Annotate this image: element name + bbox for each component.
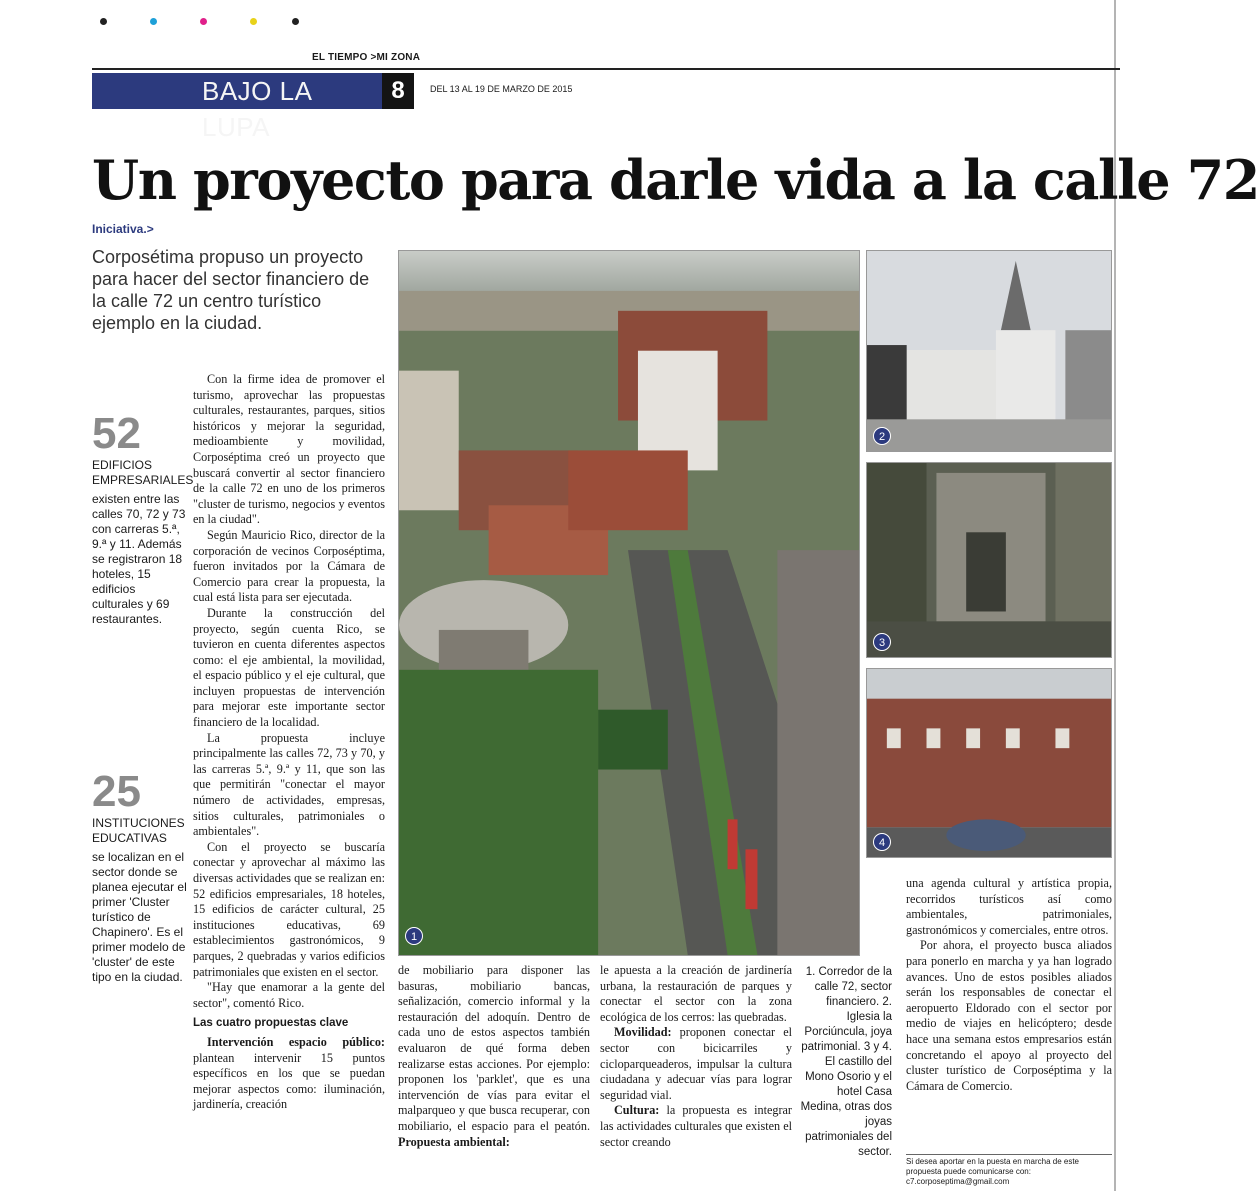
body-paragraph: Según Mauricio Rico, director de la corporación de vecinos Corposéptima, fueron invitados por la Cámara de Comercio para crear la propuesta, la cual está lista para ser ejecutada.: [193, 527, 385, 605]
issue-date: DEL 13 AL 19 DE MARZO DE 2015: [430, 84, 573, 94]
lead-in-bold: Propuesta ambiental:: [398, 1134, 510, 1149]
stat-box-schools: [92, 767, 188, 985]
body-text: la propuesta es integrar las actividades culturales que existen el sector creando: [600, 1103, 792, 1149]
body-text: de mobiliario para disponer las basuras, mobiliario bancas, señalización, comercio informal y la restauración del adoquín. Dentro de cada uno de estos aspectos también evaluaron de qué forma deben realizarse estas acciones. Por ejemplo: proponen los 'parklet', que es una intervención de vías para evitar el malparqueo y que busca recuperar, con mobiliario, el espacio para el peatón.: [398, 963, 590, 1133]
church-image: [867, 251, 1111, 451]
body-column-2: [398, 963, 590, 1150]
photo-number-badge: 1: [405, 927, 423, 945]
hotel-image: [867, 669, 1111, 857]
photo-hotel: [866, 668, 1112, 858]
body-text: proponen conectar el sector con bicicarriles y cicloparqueaderos, impulsar la cultura ciudadana y adecuar vías para lograr seguridad vial.: [600, 1025, 792, 1102]
photo-castle: [866, 462, 1112, 658]
body-paragraph: una agenda cultural y artística propia, recorridos turísticos así como ambientales, patrimoniales, gastronómicos y comerciales, entre otros.: [906, 876, 1112, 937]
lead-in-bold: Movilidad:: [614, 1025, 672, 1040]
castle-image: [867, 463, 1111, 657]
body-column-3: [600, 963, 792, 1150]
lead-in-bold: Cultura:: [614, 1103, 660, 1118]
stat-box-buildings: [92, 409, 194, 627]
stat-label: INSTITUCIONES EDUCATIVAS: [92, 816, 185, 845]
stat-number: 25: [92, 767, 141, 816]
stat-number: 52: [92, 409, 141, 458]
registration-marks: [100, 14, 320, 30]
body-paragraph: Por ahora, el proyecto busca aliados para ponerlo en marcha y ya han logrado avances. Uno de estos posibles aliados serán los responsables de conectar el aeropuerto Eldorado con el sector por medio de viajes en helicóptero; desde hace una semana estos empresarios están concretando el apoyo al proyecto del cluster turístico de Corposéptima y la Cámara de Comercio.: [906, 938, 1112, 1093]
body-paragraph: Durante la construcción del proyecto, según cuenta Rico, se tuvieron en cuenta diferentes aspectos como: el eje ambiental, la movilidad, el espacio público y el eje cultural, que incluyen propuestas de intervención para mejorar este importante sector financiero de la localidad.: [193, 605, 385, 730]
body-paragraph: "Hay que enamorar a la gente del sector", comentó Rico.: [193, 980, 385, 1010]
dek: Corposétima propuso un proyecto para hacer del sector financiero de la calle 72 un centro turístico ejemplo en la ciudad.: [92, 247, 370, 333]
stat-text: se localizan en el sector donde se planea ejecutar el primer 'Cluster turístico de Chapinero'. Es el primer modelo de 'cluster' de este tipo en la ciudad.: [92, 850, 187, 984]
photo-number-badge: 3: [873, 633, 891, 651]
body-paragraph: Con la firme idea de promover el turismo, aprovechar las propuestas culturales, restaurantes, parques, sitios históricos y mejorar la seguridad, medioambiente y movilidad, Corposéptima creó un proyecto que buscará convertir al sector financiero de la calle 72 en uno de los primeros "cluster de turismo, negocios y eventos en la ciudad".: [193, 372, 385, 527]
kicker: Iniciativa.>: [92, 222, 154, 236]
contact-tagline: Si desea aportar en la puesta en marcha de este propuesta puede comunicarse con: c7.corposeptima@gmail.com: [906, 1154, 1112, 1187]
stat-text: existen entre las calles 70, 72 y 73 con carreras 5.ª, 9.ª y 11. Además se registraron 18 hoteles, 15 edificios culturales y 69 restaurantes.: [92, 492, 186, 626]
body-text: plantean intervenir 15 puntos específicos en los que se puedan mejorar aspectos como: iluminación, jardinería, creación: [193, 1050, 385, 1112]
photo-church: [866, 250, 1112, 452]
subhead: Las cuatro propuestas clave: [193, 1017, 349, 1030]
photo-number-badge: 4: [873, 833, 891, 851]
body-paragraph: La propuesta incluye principalmente las calles 72, 73 y 70, y las carreras 5.ª, 9.ª y 11, que son las que permitirán "conectar el mayor número de actividades, empresas, sitios culturales, patrimoniales o ambientales".: [193, 730, 385, 839]
body-column-1: [193, 372, 385, 1113]
body-paragraph: Con el proyecto se buscaría conectar y aprovechar al máximo las diversas actividades que se realizan en: 52 edificios empresariales, 18 hoteles, 15 edificios de carácter cultural, 25 instituciones educativas, 69 establecimientos gastronómicos, 9 parques, 2 quebradas y varios edificios patrimoniales que existen en el sector.: [193, 839, 385, 979]
photo-calle-72-corridor: [398, 250, 860, 956]
lead-in-bold: Intervención espacio público:: [207, 1034, 385, 1049]
masthead: EL TIEMPO >MI ZONA: [312, 52, 421, 63]
body-paragraph: le apuesta a la creación de jardinería urbana, la restauración de parques y conectar el sector con la zona ecológica de los cerros: las quebradas.: [600, 963, 792, 1024]
body-column-4: [906, 876, 1112, 1094]
aerial-street-image: [399, 251, 859, 955]
section-bar: [92, 68, 1120, 142]
section-name: BAJO LA LUPA: [92, 73, 382, 109]
headline: Un proyecto para darle vida a la calle 72: [92, 148, 1259, 212]
photo-caption: 1. Corredor de la calle 72, sector financiero. 2. Iglesia la Porciúncula, joya patrimonial. 3 y 4. El castillo del Mono Osorio y el hotel Casa Medina, otras dos joyas patrimoniales del sector.: [800, 966, 892, 1158]
stat-label: EDIFICIOS EMPRESARIALES: [92, 458, 194, 487]
page-number: 8: [382, 73, 414, 109]
photo-number-badge: 2: [873, 427, 891, 445]
